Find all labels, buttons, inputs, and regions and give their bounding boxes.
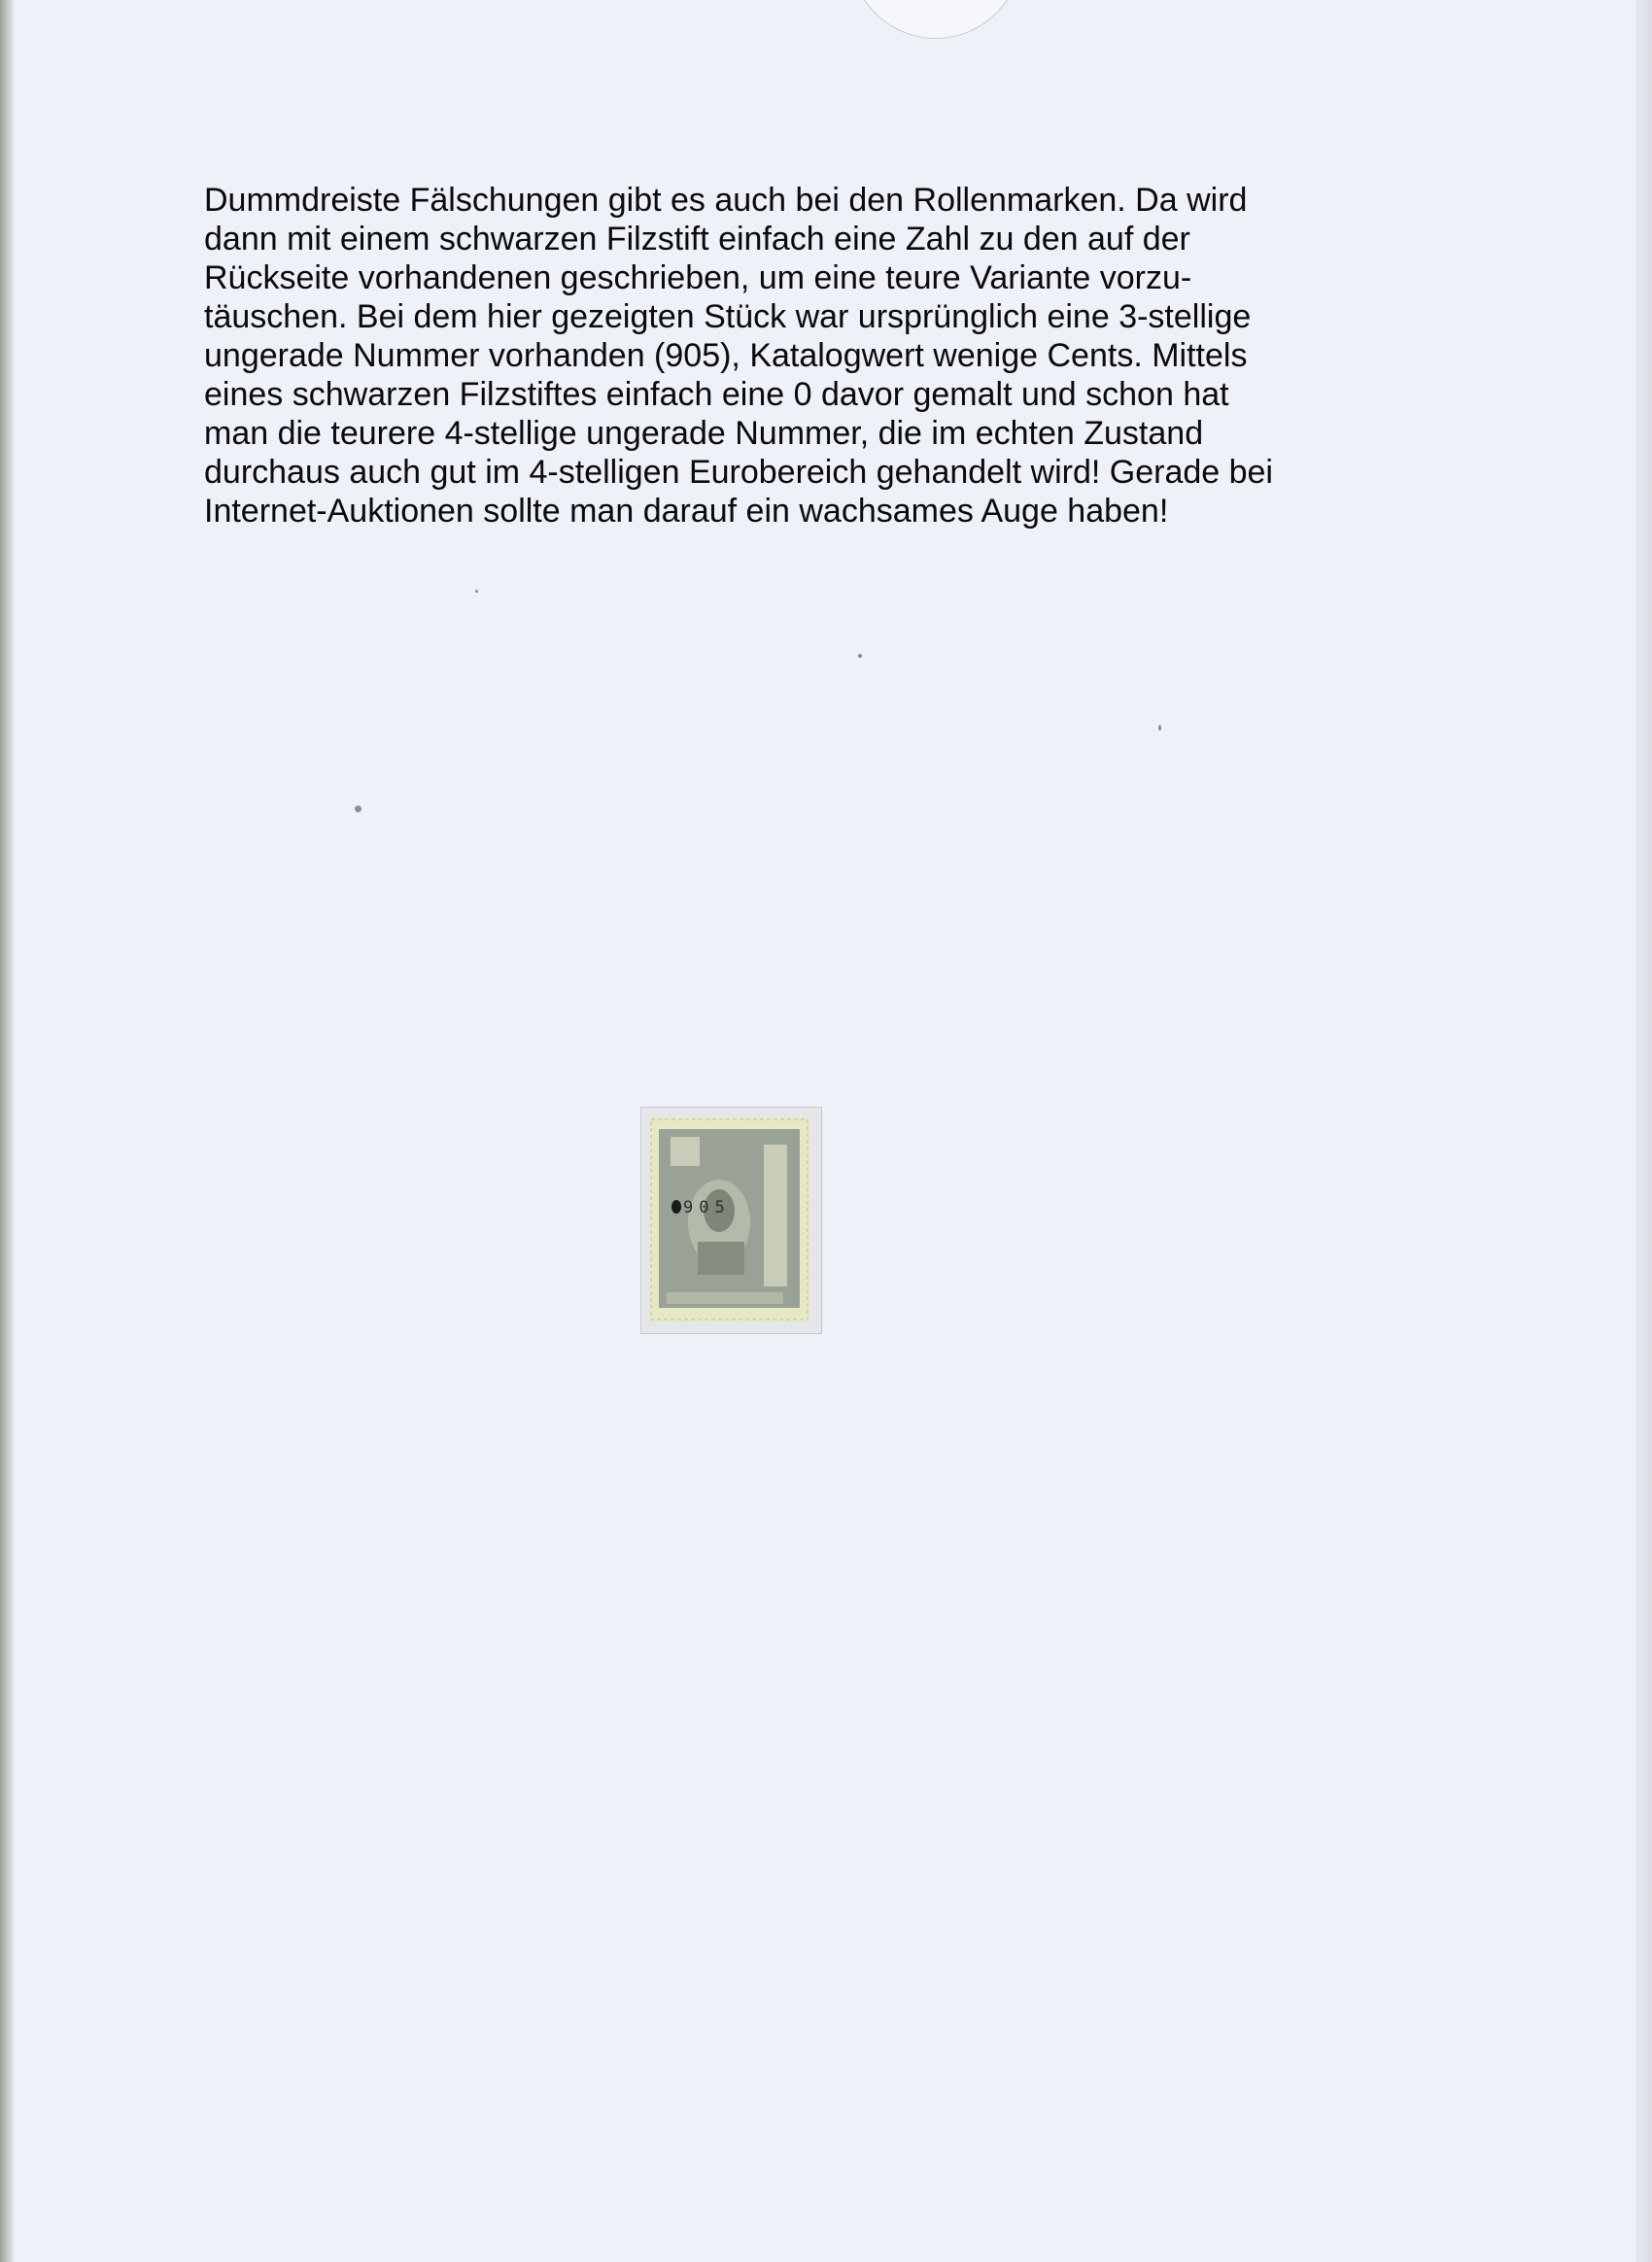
paragraph-line: eines schwarzen Filzstiftes einfach eine 0 davor gemalt und schon hat (204, 376, 1229, 413)
scan-left-border (0, 0, 14, 2262)
scan-right-border (1638, 0, 1652, 2262)
stamp-illustration (649, 1117, 809, 1321)
coil-stamp (649, 1117, 809, 1321)
dust-speck (355, 805, 361, 812)
dust-speck (1158, 725, 1161, 731)
paragraph-line: man die teurere 4-stellige ungerade Nummer, die im echten Zustand (204, 415, 1204, 452)
paragraph-line: ungerade Nummer vorhanden (905), Katalogwert wenige Cents. Mittels (204, 337, 1248, 374)
album-sheet (14, 0, 1638, 2262)
dust-speck (858, 654, 862, 658)
stamp-back-number: 905 (683, 1198, 731, 1217)
paragraph-line: durchaus auch gut im 4-stelligen Eurobereich gehandelt wird! Gerade bei (204, 454, 1273, 491)
paragraph-line: Internet-Auktionen sollte man darauf ein wachsames Auge haben! (204, 493, 1169, 530)
thumb-cutout (847, 0, 1024, 39)
paragraph-line: täuschen. Bei dem hier gezeigten Stück war ursprünglich eine 3-stellige (204, 298, 1252, 335)
paragraph-line: Dummdreiste Fälschungen gibt es auch bei den Rollenmarken. Da wird (204, 182, 1248, 219)
stamp-mount (640, 1107, 822, 1334)
description-paragraph (204, 181, 1467, 531)
paragraph-line: Rückseite vorhandenen geschrieben, um eine teure Variante vorzu- (204, 259, 1192, 296)
paragraph-line: dann mit einem schwarzen Filzstift einfach eine Zahl zu den auf der (204, 221, 1190, 257)
dust-speck (475, 590, 478, 593)
